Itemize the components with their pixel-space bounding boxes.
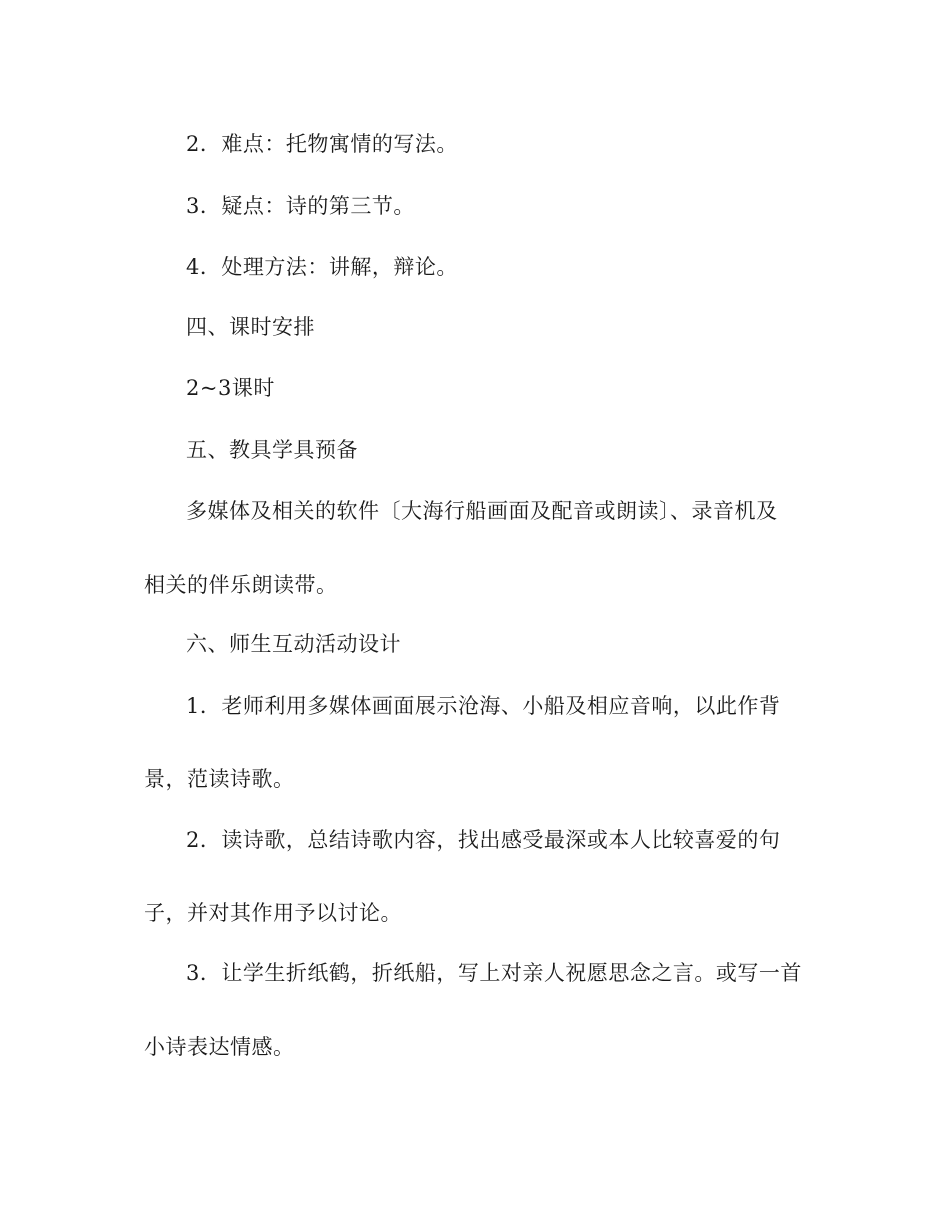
activity-2-line-2: 子，并对其作用予以讨论。 [144, 901, 402, 925]
handling-method: 4．处理方法：讲解，辩论。 [186, 255, 458, 279]
activity-3-line-2: 小诗表达情感。 [144, 1035, 295, 1059]
materials-paragraph-line-1: 多媒体及相关的软件〔大海行船画面及配音或朗读〕、录音机及 [186, 499, 778, 523]
materials-paragraph-line-2: 相关的伴乐朗读带。 [144, 573, 338, 597]
section-heading-activities: 六、师生互动活动设计 [186, 632, 401, 656]
section-heading-materials: 五、教具学具预备 [186, 438, 358, 462]
difficulty-point: 2．难点：托物寓情的写法。 [186, 132, 458, 156]
section-heading-schedule: 四、课时安排 [186, 315, 315, 339]
class-hours: 2~3课时 [186, 376, 275, 400]
activity-3-line-1: 3．让学生折纸鹤，折纸船，写上对亲人祝愿思念之言。或写一首 [186, 961, 802, 985]
activity-1-line-1: 1．老师利用多媒体画面展示沧海、小船及相应音响，以此作背 [186, 694, 781, 718]
activity-2-line-1: 2．读诗歌，总结诗歌内容，找出感受最深或本人比较喜爱的句 [186, 828, 781, 852]
activity-1-line-2: 景，范读诗歌。 [144, 767, 295, 791]
doubt-point: 3．疑点：诗的第三节。 [186, 194, 415, 218]
